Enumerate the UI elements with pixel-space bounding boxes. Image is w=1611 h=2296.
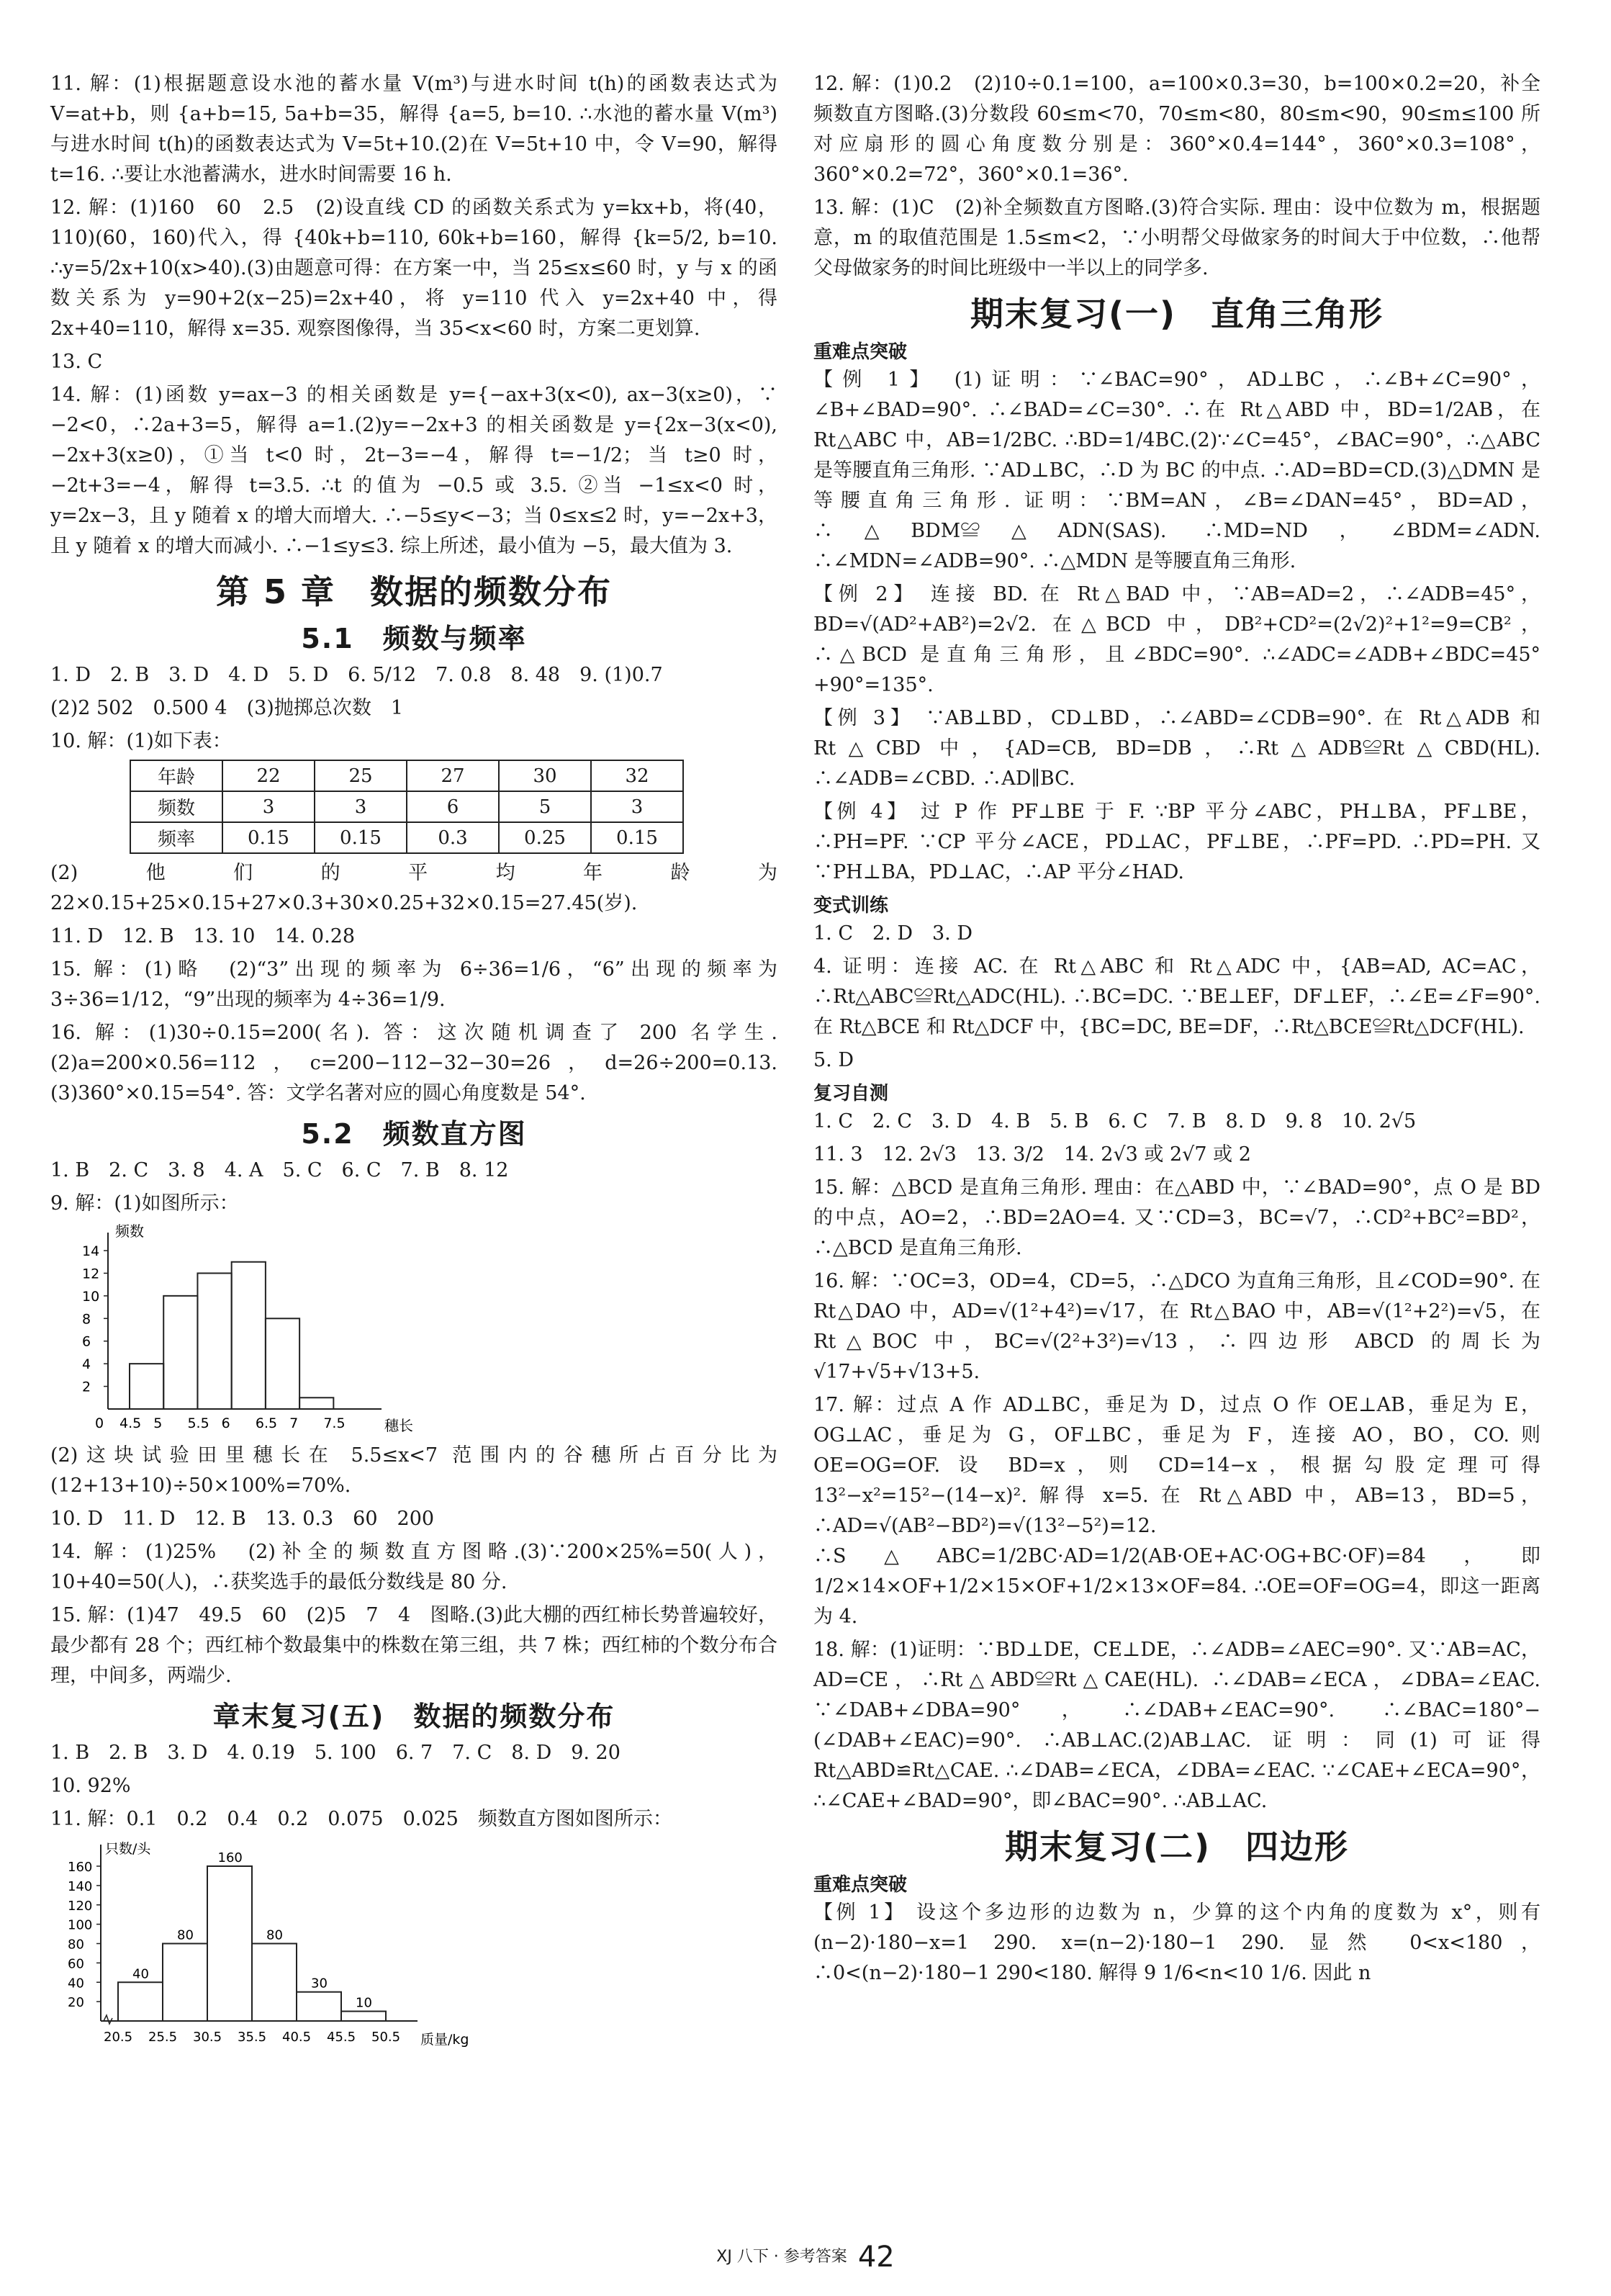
- answer-paragraph: (2)2 502 0.500 4 (3)抛掷总次数 1: [50, 697, 404, 719]
- section-5-2-title: 5.2 频数直方图: [301, 1118, 527, 1150]
- answer-paragraph: 11. 解：(1)根据题意设水池的蓄水量 V(m³)与进水时间 t(h)的函数表达式为 V=at+b，则 {a+b=15, 5a+b=35，解得 {a=5, b=10. ∴水池的蓄水量 V(m³)与进水时间 t(h)的函数表达式为 V=5t+10.(2)在 V=5t+10 中，令 V=90，解得 t=16. ∴要让水池蓄满水，进水时间需要 16 h.: [50, 73, 777, 186]
- answer-paragraph: 1. D 2. B 3. D 4. D 5. D 6. 5/12 7. 0.8 8. 48 9. (1)0.7: [50, 664, 663, 686]
- histogram-bar: [163, 1296, 197, 1409]
- table-row: [130, 791, 683, 822]
- table-cell: 0.15: [591, 822, 683, 853]
- section-5-2-answers: [50, 1156, 777, 1219]
- answer-paragraph: 17. 解：过点 A 作 AD⊥BC，垂足为 D，过点 O 作 OE⊥AB，垂足为 E，OG⊥AC，垂足为 G，OF⊥BC，垂足为 F，连接 AO，BO，CO. 则 OE=OG=OF. 设 BD=x，则 CD=14−x，根据勾股定理可得 13²−x²=15²−(14−x)². 解得 x=5. 在 Rt△ABD 中，AB=13，BD=5，∴AD=√(AB²−BD²)=√(13²−5²)=12. ∴S△ABC=1/2BC·AD=1/2(AB·OE+AC·OG+BC·OF)=84，即 1/2×14×OF+1/2×15×OF+1/2×13×OF=84. ∴OE=OF=OG=4，即这一距离为 4.: [813, 1394, 1540, 1628]
- x-tick-label: 40.5: [282, 2030, 312, 2045]
- mass-histogram: [50, 1837, 482, 2053]
- left-top-answers: [50, 69, 777, 562]
- y-axis-label: 只数/头: [105, 1841, 151, 1857]
- final-review-1-variants: [813, 919, 1540, 1076]
- table-cell: 0.3: [407, 822, 499, 853]
- final-review-1-variant-heading: 变式训练: [813, 895, 889, 917]
- x-axis-label: 穗长: [384, 1417, 413, 1434]
- table-row: [130, 760, 683, 791]
- answer-paragraph: 【例 4】 过 P 作 PF⊥BE 于 F. ∵BP 平分∠ABC，PH⊥BA，PF⊥BE，∴PH=PF. ∵CP 平分∠ACE，PD⊥AC，PF⊥BE，∴PF=PD. ∴PD=PH. 又∵PH⊥BA，PD⊥AC，∴AP 平分∠HAD.: [813, 801, 1540, 883]
- answer-paragraph: 14. 解：(1)函数 y=ax−3 的相关函数是 y={−ax+3(x<0), ax−3(x≥0)，∵ −2<0，∴2a+3=5，解得 a=1.(2)y=−2x+3 的相关函数是 y={2x−3(x<0), −2x+3(x≥0)，①当 t<0 时，2t−3=−4，解得 t=−1/2；当 t≥0 时，−2t+3=−4，解得 t=3.5. ∴t 的值为 −0.5 或 3.5. ②当 −1≤x<0 时，y=2x−3，且 y 随着 x 的增大而增大. ∴−5≤y<−3；当 0≤x≤2 时，y=−2x+3，且 y 随着 x 的增大而减小. ∴−1≤y≤3. 综上所述，最小值为 −5，最大值为 3.: [50, 384, 777, 557]
- chapter-5-title: 第 5 章 数据的频数分布: [215, 572, 613, 611]
- answer-paragraph: 13. 解：(1)C (2)补全频数直方图略.(3)符合实际. 理由：设中位数为 m，根据题意，m 的取值范围是 1.5≤m<2，∵小明帮父母做家务的时间大于中位数，∴他帮父母做家务的时间比班级中一半以上的同学多.: [813, 197, 1540, 279]
- final-review-1-key-points: 重难点突破: [813, 341, 908, 363]
- x-tick-label: 5: [153, 1415, 163, 1431]
- x-tick-label: 20.5: [104, 2030, 133, 2045]
- x-tick-label: 4.5: [119, 1415, 142, 1431]
- x-tick-label: 45.5: [327, 2030, 356, 2045]
- x-tick-label: 7: [289, 1415, 299, 1431]
- histogram-bar: [163, 1944, 207, 2022]
- x-tick-label: 6: [221, 1415, 230, 1431]
- origin-label: 0: [95, 1415, 104, 1431]
- bar-value-label: 160: [217, 1850, 243, 1865]
- answer-paragraph: 12. 解：(1)160 60 2.5 (2)设直线 CD 的函数关系式为 y=kx+b，将(40，110)(60，160)代入，得 {40k+b=110, 60k+b=160，解得 {k=5/2, b=10. ∴y=5/2x+10(x>40).(3)由题意可得：在方案一中，当 25≤x≤60 时，y 与 x 的函数关系为 y=90+2(x−25)=2x+40，将 y=110 代入 y=2x+40 中，得 2x+40=110，解得 x=35. 观察图像得，当 35<x<60 时，方案二更划算.: [50, 197, 777, 340]
- table-cell: 25: [315, 760, 407, 791]
- answer-paragraph: 11. D 12. B 13. 10 14. 0.28: [50, 925, 356, 947]
- chapter-5-review-title: 章末复习(五) 数据的频数分布: [212, 1701, 615, 1732]
- answer-paragraph: (2)这块试验田里穗长在 5.5≤x<7 范围内的谷穗所占百分比为(12+13+10)÷50×100%=70%.: [50, 1444, 778, 1497]
- y-tick-label: 60: [68, 1956, 84, 1972]
- y-tick-label: 100: [68, 1917, 93, 1933]
- bar-value-label: 40: [132, 1966, 149, 1982]
- footer-label: XJ 八下 · 参考答案: [716, 2248, 847, 2266]
- x-tick-label: 7.5: [323, 1415, 346, 1431]
- answer-paragraph: 1. B 2. B 3. D 4. 0.19 5. 100 6. 7 7. C 8. D 9. 20: [50, 1742, 621, 1764]
- y-tick-label: 40: [68, 1976, 84, 1991]
- histogram-bar: [252, 1944, 297, 2022]
- answer-paragraph: 16. 解：(1)30÷0.15=200(名). 答：这次随机调查了 200 名学生. (2)a=200×0.56=112，c=200−112−32−30=26，d=26÷200=0.13.(3)360°×0.15=54°. 答：文学名著对应的圆心角度数是 54°.: [50, 1022, 777, 1104]
- answer-paragraph: 10. D 11. D 12. B 13. 0.3 60 200: [50, 1508, 435, 1530]
- bar-value-label: 10: [356, 1995, 372, 2011]
- x-tick-label: 35.5: [238, 2030, 267, 2045]
- x-tick-label: 6.5: [255, 1415, 278, 1431]
- y-tick-label: 80: [68, 1937, 84, 1953]
- y-tick-label: 8: [82, 1311, 91, 1328]
- x-axis-label: 质量/kg: [420, 2032, 469, 2048]
- x-tick-label: 50.5: [371, 2030, 401, 2045]
- y-tick-label: 4: [82, 1356, 91, 1373]
- x-tick-label: 5.5: [187, 1415, 209, 1431]
- table-cell: 30: [499, 760, 591, 791]
- page-footer: [0, 2241, 1611, 2274]
- chapter-5-review-answers: [50, 1738, 777, 1834]
- answer-paragraph: 【例 1】 设这个多边形的边数为 n，少算的这个内角的度数为 x°，则有(n−2)·180−x=1 290. x=(n−2)·180−1 290. 显然 0<x<180，∴0<(n−2)·180−1 290<180. 解得 9 1/6<n<10 1/6. 因此 n: [813, 1901, 1540, 1984]
- x-tick-label: 30.5: [193, 2030, 222, 2045]
- answer-paragraph: 9. 解：(1)如图所示：: [50, 1192, 239, 1215]
- y-tick-label: 120: [68, 1898, 93, 1914]
- y-axis-label: 频数: [115, 1223, 144, 1240]
- answer-paragraph: 4. 证明：连接 AC. 在 Rt△ABC 和 Rt△ADC 中，{AB=AD, AC=AC，∴Rt△ABC≌Rt△ADC(HL). ∴BC=DC. ∵BE⊥EF，DF⊥EF，∴∠E=∠F=90°. 在 Rt△BCE 和 Rt△DCF 中，{BC=DC, BE=DF，∴Rt△BCE≌Rt△DCF(HL).: [813, 955, 1541, 1038]
- y-tick-label: 20: [68, 1995, 84, 2011]
- histogram-bar: [266, 1318, 299, 1409]
- section-5-2-answers-cont: [50, 1441, 777, 1691]
- table-cell: 6: [407, 791, 499, 822]
- answer-paragraph: 10. 解：(1)如下表：: [50, 730, 232, 752]
- answer-paragraph: 14. 解：(1)25% (2)补全的频数直方图略.(3)∵200×25%=50(人)，10+40=50(人)，∴获奖选手的最低分数线是 80 分.: [50, 1541, 777, 1593]
- table-cell: 3: [591, 791, 683, 822]
- y-tick-label: 14: [82, 1243, 100, 1259]
- final-review-2-title: 期末复习(二) 四边形: [1004, 1827, 1350, 1866]
- answer-paragraph: 1. C 2. C 3. D 4. B 5. B 6. C 7. B 8. D 9. 8 10. 2√5: [813, 1110, 1417, 1133]
- histogram-bar: [197, 1273, 231, 1409]
- bar-value-label: 80: [177, 1927, 194, 1943]
- answer-paragraph: 【例 1】 (1)证明：∵∠BAC=90°，AD⊥BC，∴∠B+∠C=90°，∠B+∠BAD=90°. ∴∠BAD=∠C=30°. ∴在 Rt△ABD 中，BD=1/2AB，在 Rt△ABC 中，AB=1/2BC. ∴BD=1/4BC.(2)∵∠C=45°，∠BAC=90°，∴△ABC 是等腰直角三角形. ∵AD⊥BC，∴D 为 BC 的中点. ∴AD=BD=CD.(3)△DMN 是等腰直角三角形. 证明：∵BM=AN，∠B=∠DAN=45°，BD=AD，∴△BDM≌△ADN(SAS). ∴MD=ND，∠BDM=∠ADN. ∴∠MDN=∠ADB=90°. ∴△MDN 是等腰直角三角形.: [813, 369, 1540, 572]
- final-review-1-title: 期末复习(一) 直角三角形: [970, 294, 1384, 333]
- table-cell: 0.15: [315, 822, 407, 853]
- table-cell: 3: [222, 791, 315, 822]
- y-tick-label: 160: [68, 1860, 93, 1875]
- bar-value-label: 80: [266, 1927, 283, 1943]
- table-cell: 22: [222, 760, 315, 791]
- table-cell: 频率: [130, 822, 222, 853]
- answer-paragraph: 1. B 2. C 3. 8 4. A 5. C 6. C 7. B 8. 12: [50, 1159, 509, 1181]
- answer-paragraph: 16. 解：∵OC=3，OD=4，CD=5，∴△DCO 为直角三角形，且∠COD=90°. 在 Rt△DAO 中，AD=√(1²+4²)=√17，在 Rt△BAO 中，AB=√(1²+2²)=√5，在 Rt△BOC 中，BC=√(2²+3²)=√13，∴四边形 ABCD 的周长为 √17+√5+√13+5.: [813, 1270, 1540, 1383]
- histogram-bar: [341, 2012, 386, 2021]
- histogram-bar: [299, 1397, 333, 1409]
- left-column: [50, 69, 777, 2056]
- final-review-2-examples: [813, 1898, 1540, 1989]
- section-5-1-answers: [50, 660, 777, 757]
- table-cell: 3: [315, 791, 407, 822]
- table-cell: 频数: [130, 791, 222, 822]
- histogram-bar: [118, 1982, 163, 2021]
- histogram-bar: [130, 1364, 163, 1409]
- section-5-1-answers-cont: [50, 858, 777, 1109]
- final-review-2-key-points: 重难点突破: [813, 1874, 908, 1896]
- table-cell: 27: [407, 760, 499, 791]
- table-cell: 32: [591, 760, 683, 791]
- answer-paragraph: 5. D: [813, 1049, 854, 1071]
- table-row: [130, 822, 683, 853]
- answer-paragraph: 15. 解：(1)略 (2)“3”出现的频率为 6÷36=1/6，“6”出现的频率为 3÷36=1/12，“9”出现的频率为 4÷36=1/9.: [50, 958, 777, 1011]
- right-column: [813, 69, 1540, 1991]
- axis-break-mark: [104, 2015, 112, 2024]
- final-review-1-selftest: [813, 1107, 1540, 1816]
- table-cell: 0.25: [499, 822, 591, 853]
- y-tick-label: 12: [82, 1266, 100, 1282]
- table-cell: 0.15: [222, 822, 315, 853]
- y-tick-label: 6: [82, 1333, 91, 1350]
- section-5-1-title: 5.1 频数与频率: [301, 623, 527, 654]
- y-tick-label: 10: [82, 1288, 100, 1305]
- answer-paragraph: 15. 解：(1)47 49.5 60 (2)5 7 4 图略.(3)此大棚的西红柿长势普遍较好，最少都有 28 个；西红柿个数最集中的株数在第三组，共 7 株；西红柿的个数分布合理，中间多，两端少.: [50, 1604, 777, 1687]
- bar-value-label: 30: [311, 1976, 328, 1991]
- y-tick-label: 140: [68, 1878, 93, 1894]
- final-review-1-selftest-heading: 复习自测: [813, 1083, 889, 1104]
- answer-paragraph: 15. 解：△BCD 是直角三角形. 理由：在△ABD 中，∵∠BAD=90°，点 O 是 BD 的中点，AO=2，∴BD=2AO=4. 又∵CD=3，BC=√7，∴CD²+BC²=BD²，∴△BCD 是直角三角形.: [813, 1176, 1540, 1259]
- answer-paragraph: 【例 2】 连接 BD. 在 Rt△BAD 中，∵AB=AD=2，∴∠ADB=45°，BD=√(AD²+AB²)=2√2. 在△BCD 中，DB²+CD²=(2√2)²+1²=9=CB²，∴△BCD 是直角三角形，且∠BDC=90°. ∴∠ADC=∠ADB+∠BDC=45°+90°=135°.: [813, 583, 1540, 696]
- answer-paragraph: 11. 3 12. 2√3 13. 3/2 14. 2√3 或 2√7 或 2: [813, 1143, 1251, 1166]
- frequency-table: [130, 760, 684, 854]
- x-tick-label: 25.5: [148, 2030, 178, 2045]
- histogram-bar: [232, 1262, 266, 1409]
- histogram-bar: [297, 1992, 341, 2021]
- ear-length-histogram: [50, 1222, 453, 1438]
- answer-paragraph: 12. 解：(1)0.2 (2)10÷0.1=100，a=100×0.3=30，b=100×0.2=20，补全频数直方图略.(3)分数段 60≤m<70，70≤m<80，80≤m<90，90≤m≤100 所对应扇形的圆心角度数分别是：360°×0.4=144°，360°×0.3=108°，360°×0.2=72°，360°×0.1=36°.: [813, 73, 1540, 186]
- answer-paragraph: 【例 3】 ∵AB⊥BD，CD⊥BD，∴∠ABD=∠CDB=90°. 在 Rt△ADB 和 Rt△CBD 中，{AD=CB, BD=DB，∴Rt△ADB≌Rt△CBD(HL). ∴∠ADB=∠CBD. ∴AD∥BC.: [813, 707, 1540, 790]
- page-number: 42: [857, 2241, 895, 2274]
- histogram-bar: [207, 1866, 252, 2021]
- final-review-1-examples: [813, 365, 1540, 888]
- answer-paragraph: (2)他们的平均年龄为 22×0.15+25×0.15+27×0.3+30×0.25+32×0.15=27.45(岁).: [50, 862, 777, 914]
- answer-paragraph: 18. 解：(1)证明：∵BD⊥DE，CE⊥DE，∴∠ADB=∠AEC=90°. 又∵AB=AC，AD=CE，∴Rt△ABD≌Rt△CAE(HL). ∴∠DAB=∠ECA，∠DBA=∠EAC. ∵∠DAB+∠DBA=90°，∴∠DAB+∠EAC=90°. ∴∠BAC=180°−(∠DAB+∠EAC)=90°. ∴AB⊥AC.(2)AB⊥AC. 证明：同(1)可证得 Rt△ABD≌Rt△CAE. ∴∠DAB=∠ECA，∠DBA=∠EAC. ∵∠CAE+∠ECA=90°，∴∠CAE+∠BAD=90°，即∠BAC=90°. ∴AB⊥AC.: [813, 1639, 1540, 1812]
- answer-paragraph: 1. C 2. D 3. D: [813, 922, 973, 945]
- y-tick-label: 2: [82, 1379, 91, 1395]
- table-cell: 年龄: [130, 760, 222, 791]
- answer-paragraph: 13. C: [50, 351, 103, 373]
- answer-paragraph: 11. 解：0.1 0.2 0.4 0.2 0.075 0.025 频数直方图如图所示：: [50, 1808, 672, 1830]
- right-top-answers: [813, 69, 1540, 284]
- answer-paragraph: 10. 92%: [50, 1775, 131, 1797]
- table-cell: 5: [499, 791, 591, 822]
